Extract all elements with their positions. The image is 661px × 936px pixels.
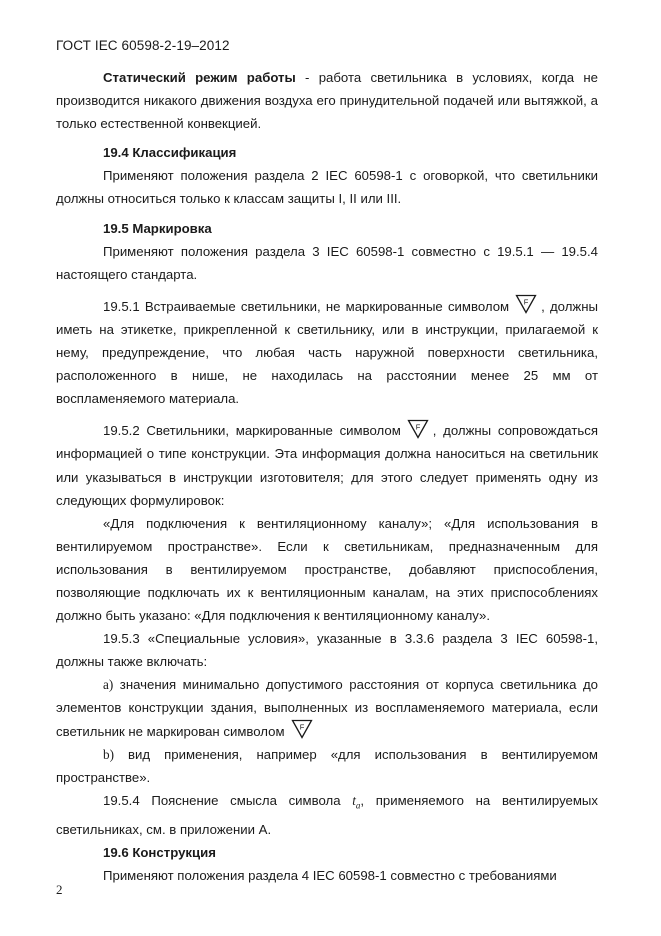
- text-19-5-4-start: 19.5.4 Пояснение смысла символа: [103, 792, 353, 808]
- text-19-5-2-start: 19.5.2 Светильники, маркированные символом: [103, 423, 401, 439]
- static-mode-paragraph: [56, 66, 598, 135]
- paragraph-19-5-3: 19.5.3 «Специальные условия», указанные в 3.3.6 раздела 3 IEC 60598-1, должны также включать:: [56, 631, 598, 670]
- list-item-b: [56, 743, 598, 789]
- text-19-5-2-end: , должны сопровождаться информацией о типе конструкции. Эта информация должна наноситься на светильник или указываться в инструкции изготовителя; для этого следует применять одну из следующих формулировок:: [56, 423, 598, 508]
- text-19-5-4-end: , применяемого на вентилируемых светильниках, см. в приложении А.: [56, 792, 598, 837]
- text-19-5-1-start: 19.5.1 Встраиваемые светильники, не маркированные символом: [103, 298, 510, 314]
- page-number: 2: [56, 882, 63, 897]
- term-static-mode: Статический режим работы: [103, 70, 296, 85]
- document-header: ГОСТ IEC 60598-2-19–2012: [56, 38, 230, 53]
- list-item-b-text: вид применения, например «для использования в вентилируемом пространстве».: [56, 746, 598, 785]
- list-marker-a: a): [103, 677, 114, 693]
- list-item-a-text: значения минимально допустимого расстояния от корпуса светильника до элементов конструкции здания, выполненных из воспламеняемого материала, если светильник не маркирован символом: [56, 677, 598, 739]
- paragraph-19-6: Применяют положения раздела 4 IEC 60598-1 совместно с требованиями: [103, 867, 557, 883]
- heading-19-5: 19.5 Маркировка: [103, 220, 212, 236]
- paragraph-19-5: Применяют положения раздела 3 IEC 60598-1 совместно с 19.5.1 — 19.5.4 настоящего стандарта.: [56, 243, 598, 282]
- f-triangle-symbol-icon: [291, 719, 313, 739]
- f-triangle-symbol-icon: [515, 294, 537, 314]
- paragraph-19-4: Применяют положения раздела 2 IEC 60598-1 с оговоркой, что светильники должны относиться только к классам защиты I, II или III.: [56, 168, 598, 207]
- symbol-letter: F: [299, 722, 304, 732]
- text-19-5-1-end: , должны иметь на этикетке, прикрепленной к светильнику, или в инструкции, прилагаемой к нему, предупреждение, что любая часть наружной поверхности светильника, расположенного в нише, не находилась на расстоянии менее 25 мм от воспламеняемого материала.: [56, 298, 598, 407]
- document-body: [56, 66, 598, 887]
- symbol-ta: $t_a$: [352, 792, 361, 811]
- heading-19-6: 19.6 Конструкция: [103, 844, 216, 860]
- list-marker-b: b): [103, 746, 114, 762]
- paragraph-19-5-2: [56, 419, 598, 511]
- heading-19-4: 19.4 Классификация: [103, 145, 237, 161]
- symbol-letter: F: [523, 297, 529, 307]
- f-triangle-symbol-icon: [407, 419, 429, 439]
- paragraph-19-5-1: [56, 295, 598, 410]
- paragraph-19-5-2-wording: «Для подключения к вентиляционному каналу»; «Для использования в вентилируемом пространстве». Если к светильникам, предназначенным для использования в вентилируемом пространстве, добавляют приспособления, позволяющие подключать их к вентиляционным каналам, на этих приспособлениях должно быть указано: «Для подключения к вентиляционному каналу».: [56, 515, 598, 624]
- paragraph-19-5-4: [56, 789, 598, 841]
- static-mode-definition: - работа светильника в условиях, когда не производится никакого движения воздуха его принудительной подачей или вытяжкой, а только естественной конвекцией.: [56, 70, 598, 132]
- symbol-letter: F: [415, 422, 421, 432]
- list-item-a: [56, 673, 598, 742]
